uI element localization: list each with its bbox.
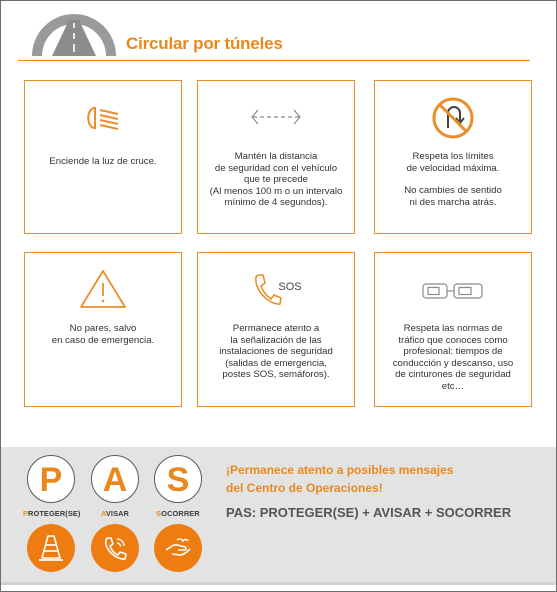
- card-text: Mantén la distancia de seguridad con el vehículo que te precede (Al menos 100 m o un intervalo mínimo de 4 segundos).: [209, 151, 343, 209]
- pas-proteger: [23, 455, 79, 572]
- pas-letter-s: S: [154, 455, 202, 503]
- traffic-cone-icon: [27, 524, 75, 572]
- card-text: Enciende la luz de cruce.: [49, 156, 157, 167]
- pas-letter-p: P: [27, 455, 75, 503]
- pas-formula: PAS: PROTEGER(SE) + AVISAR + SOCORRER: [226, 505, 512, 520]
- phone-call-icon: [91, 524, 139, 572]
- card-low-beam: [24, 80, 182, 234]
- pas-letter-a: A: [91, 455, 139, 503]
- header: [0, 0, 557, 62]
- sos-phone-icon: [198, 271, 354, 311]
- pas-label-socorrer: SOCORRER: [156, 509, 200, 518]
- card-safety-installations: [197, 252, 355, 407]
- card-text: Respeta las normas de tráfico que conoces como profesional: tiempos de conducción y descanso, uso de cinturones de seguridad etc…: [392, 323, 514, 392]
- card-text: Respeta los límites de velocidad máxima. No cambies de sentido ni des marcha atrás.: [404, 151, 502, 208]
- card-speed-limits: [374, 80, 532, 234]
- pas-label-avisar: AVISAR: [101, 509, 129, 518]
- card-safe-distance: [197, 80, 355, 234]
- pas-label-proteger: PROTEGER(SE): [23, 509, 81, 518]
- low-beam-headlight-icon: [25, 105, 181, 131]
- footer-divider: [1, 582, 556, 585]
- pas-avisar: [87, 455, 143, 572]
- footer-message: ¡Permanece atento a posibles mensajes del Centro de Operaciones!: [226, 463, 454, 495]
- title-underline: [18, 60, 530, 61]
- card-no-stopping: [24, 252, 182, 407]
- sos-label: SOS: [278, 281, 302, 293]
- card-traffic-rules: [374, 252, 532, 407]
- card-text: Permanece atento a la señalización de las instalaciones de seguridad (salidas de emergencia, postes SOS, semáforos).: [219, 323, 333, 381]
- pas-socorrer: [150, 455, 206, 572]
- warning-triangle-icon: [25, 269, 181, 309]
- helping-hand-icon: [154, 524, 202, 572]
- pas-footer: [1, 447, 556, 585]
- distance-arrows-icon: [198, 107, 354, 127]
- card-text: No pares, salvo en caso de emergencia.: [51, 323, 155, 346]
- page-title: Circular por túneles: [126, 34, 283, 53]
- tunnel-road-icon: [28, 6, 120, 56]
- seatbelt-buckle-icon: [375, 281, 531, 301]
- no-u-turn-icon: [375, 96, 531, 140]
